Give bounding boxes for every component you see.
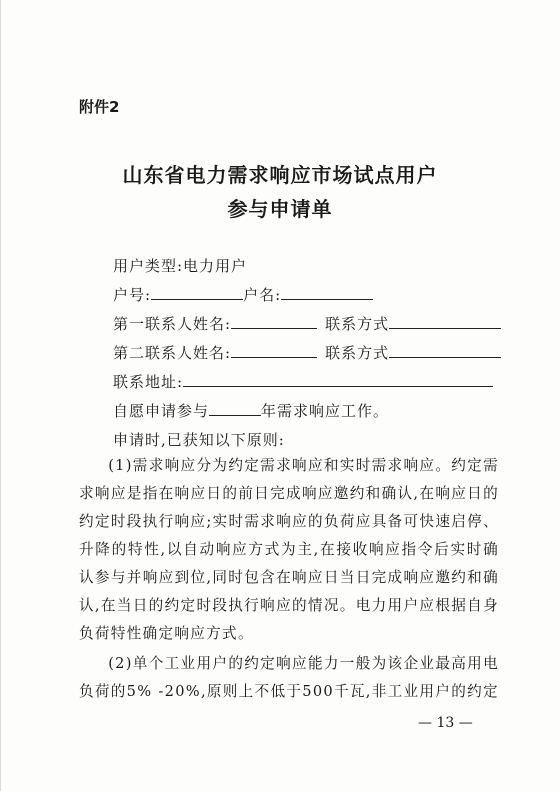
principles-intro: 申请时,已获知以下原则:: [113, 431, 285, 449]
account-name-label: 户名:: [243, 286, 282, 304]
contact1-name-label: 第一联系人姓名:: [113, 315, 232, 333]
address-field[interactable]: [183, 372, 493, 387]
user-type-line: 用户类型:电力用户: [113, 257, 248, 275]
address-label: 联系地址:: [113, 373, 184, 391]
contact1-method-field[interactable]: [389, 314, 501, 329]
voluntary-prefix: 自愿申请参与: [113, 402, 210, 420]
voluntary-suffix: 年需求响应工作。: [261, 402, 390, 420]
contact2-name-label: 第二联系人姓名:: [113, 344, 232, 362]
document-title-line-2: 参与申请单: [227, 197, 333, 221]
page-number: — 13 —: [418, 715, 473, 731]
contact1-line: [113, 313, 501, 334]
principle-paragraph-2: (2)单个工业用户的约定响应能力一般为该企业最高用电负荷的5% -20%,原则上不低于500千瓦,非工业用户的约定: [79, 655, 499, 700]
contact2-line: [113, 342, 501, 363]
contact2-method-label: 联系方式: [325, 344, 390, 362]
contact1-method-label: 联系方式: [325, 315, 390, 333]
address-line: [113, 371, 493, 392]
year-field[interactable]: [209, 401, 261, 416]
voluntary-line: [113, 400, 389, 421]
principle-paragraph-1: (1)需求响应分为约定需求响应和实时需求响应。约定需求响应是指在响应日的前日完成响应邀约和确认,在响应日的约定时段执行响应;实时需求响应的负荷应具备可快速启停、升降的特性,以自动响应方式为主,在接收响应指令后实时确认参与并响应到位,同时包含在响应日当日完成响应邀约和确认,在当日的约定时段执行响应的情况。电力用户应根据自身负荷特性确定响应方式。: [79, 457, 499, 642]
attachment-label: 附件2: [79, 98, 120, 116]
account-number-field[interactable]: [151, 285, 243, 300]
account-name-field[interactable]: [281, 285, 373, 300]
document-title-line-1: 山东省电力需求响应市场试点用户: [122, 163, 438, 187]
account-line: [113, 284, 373, 305]
contact2-method-field[interactable]: [389, 343, 501, 358]
contact1-name-field[interactable]: [231, 314, 317, 329]
contact2-name-field[interactable]: [231, 343, 317, 358]
account-number-label: 户号:: [113, 286, 152, 304]
